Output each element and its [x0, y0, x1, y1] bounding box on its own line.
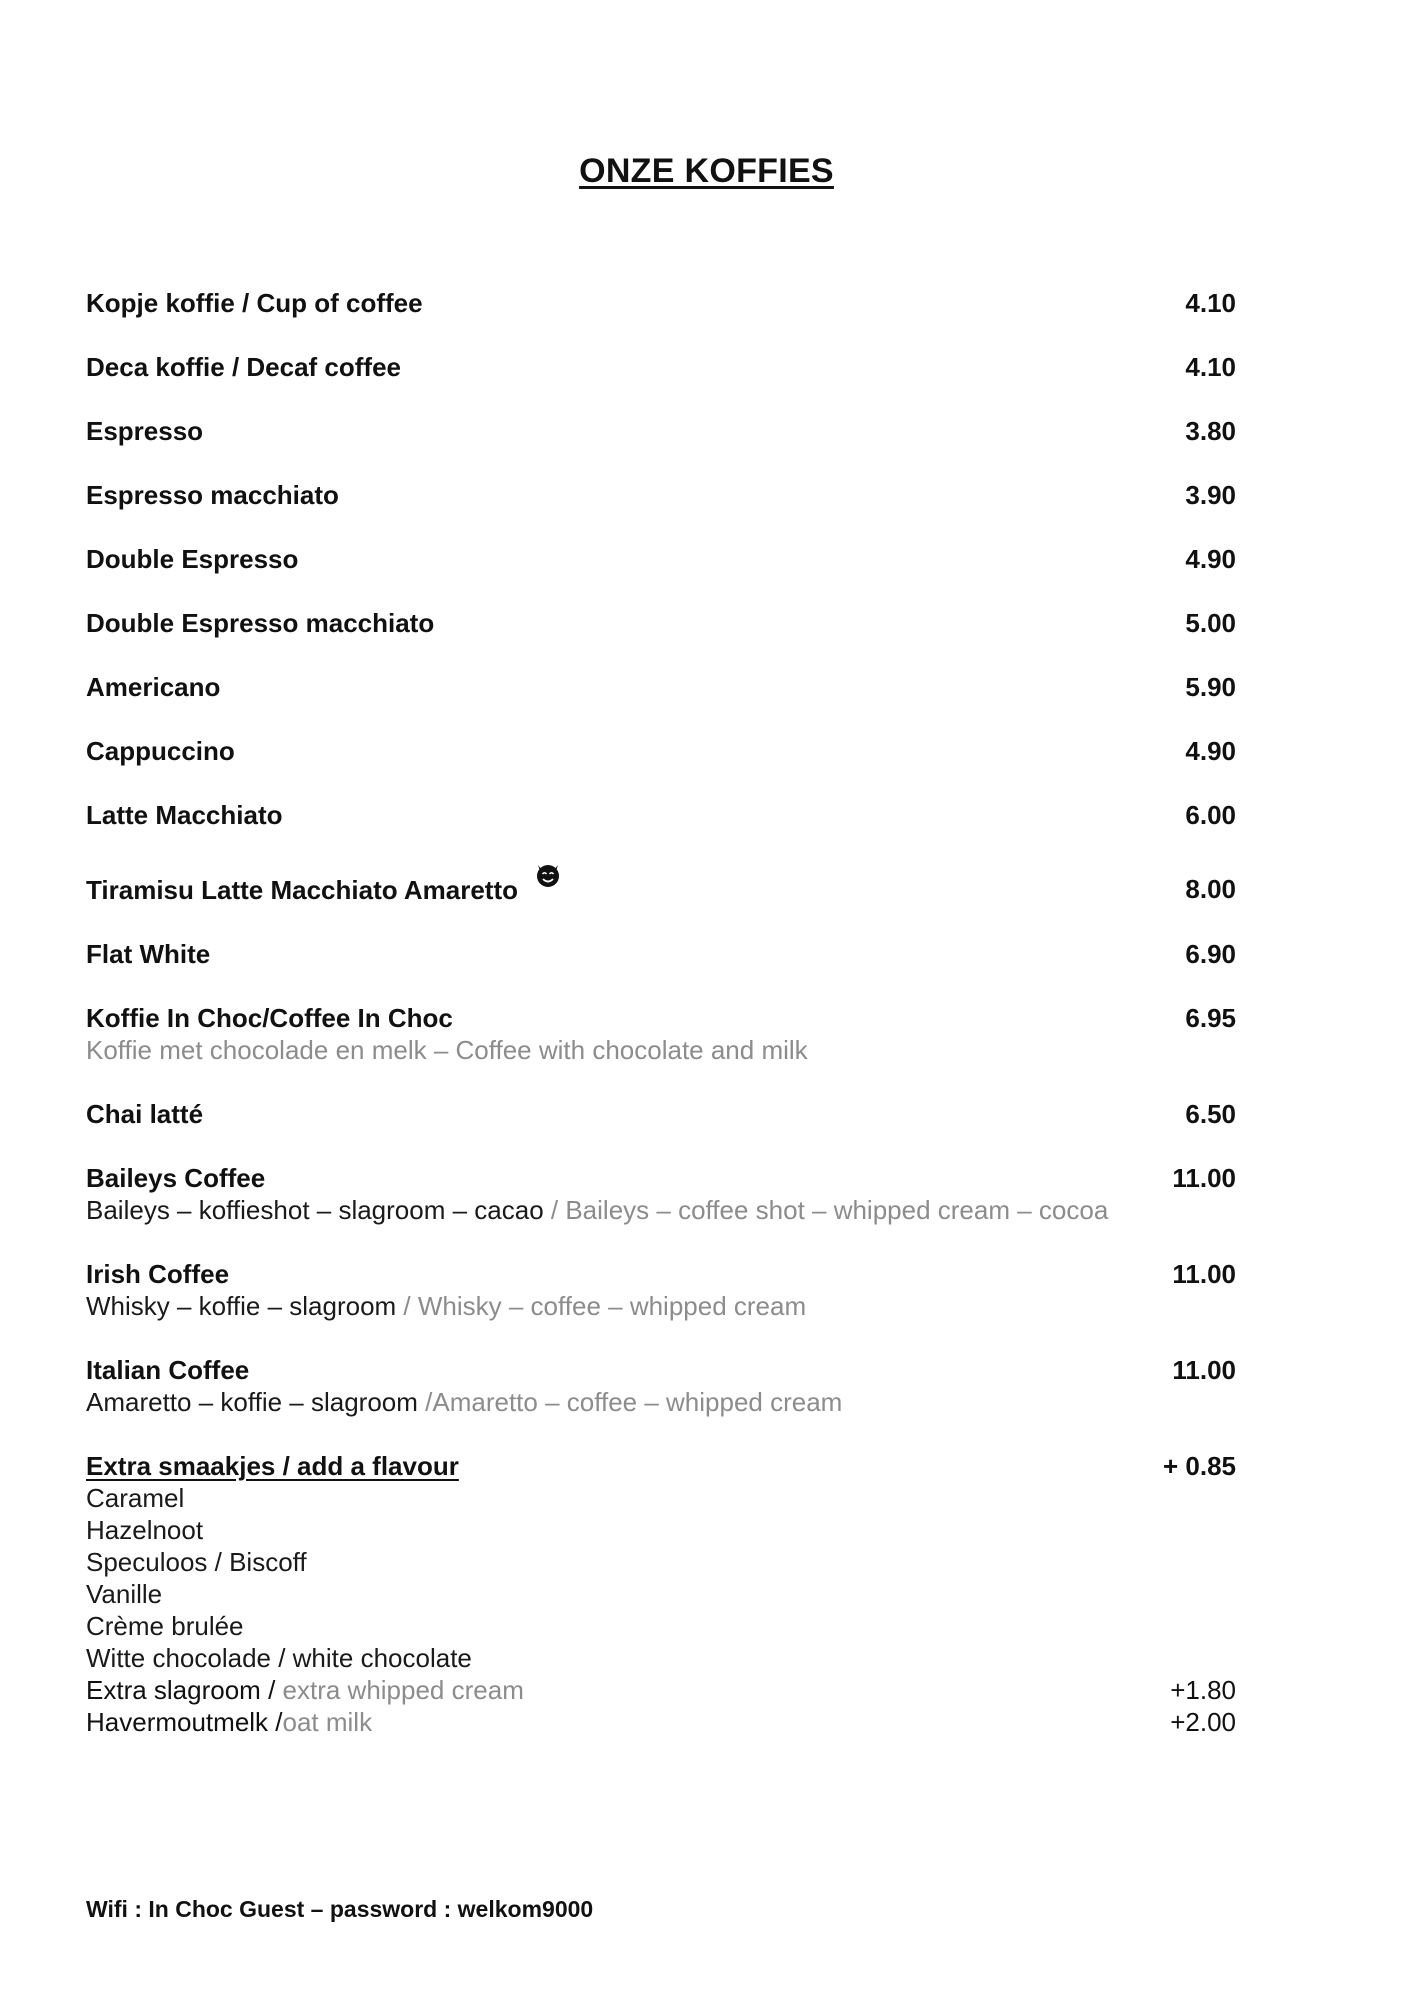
menu-item — [86, 938, 1236, 970]
flavour-item: Vanille — [86, 1579, 163, 1609]
item-price: 3.90 — [1185, 480, 1236, 510]
description-dutch: Baileys – koffieshot – slagroom – cacao — [86, 1195, 544, 1225]
description-english: / Baileys – coffee shot – whipped cream – cocoa — [543, 1195, 1109, 1225]
item-name: Double Espresso — [86, 544, 299, 574]
menu-item — [86, 1002, 1236, 1066]
item-price: 4.10 — [1185, 352, 1236, 382]
menu-item — [86, 1162, 1236, 1226]
flavour-item: Speculoos / Biscoff — [86, 1547, 307, 1577]
item-name: Deca koffie / Decaf coffee — [86, 352, 402, 382]
item-price: 8.00 — [1185, 874, 1236, 904]
flavour-item: Crème brulée — [86, 1611, 244, 1641]
menu-item — [86, 607, 1236, 639]
item-name-wrap — [86, 873, 562, 906]
description-english: /Amaretto – coffee – whipped cream — [425, 1387, 843, 1417]
item-description — [86, 1386, 1236, 1418]
item-name: Double Espresso macchiato — [86, 608, 435, 638]
menu-item — [86, 799, 1236, 831]
item-name: Flat White — [86, 939, 211, 969]
item-price: 5.90 — [1185, 672, 1236, 702]
flavours-section — [86, 1450, 1236, 1738]
item-name: Koffie In Choc/Coffee In Choc — [86, 1003, 453, 1033]
item-price: 6.95 — [1185, 1003, 1236, 1033]
item-name: Espresso — [86, 416, 204, 446]
description-dutch: Whisky – koffie – slagroom — [86, 1291, 397, 1321]
item-name: Chai latté — [86, 1099, 204, 1129]
smiling-devil-icon — [534, 861, 562, 889]
item-name: Espresso macchiato — [86, 480, 339, 510]
coffee-menu — [86, 287, 1236, 1738]
item-price: 11.00 — [1172, 1259, 1236, 1289]
item-description — [86, 1194, 1236, 1226]
item-description — [86, 1290, 1236, 1322]
menu-item — [86, 287, 1236, 319]
item-price: 6.00 — [1185, 800, 1236, 830]
extra-item — [86, 1706, 1236, 1738]
menu-item — [86, 671, 1236, 703]
description-english: / Whisky – coffee – whipped cream — [396, 1291, 807, 1321]
menu-item — [86, 543, 1236, 575]
flavours-price: + 0.85 — [1162, 1451, 1236, 1481]
menu-item — [86, 735, 1236, 767]
item-name: Americano — [86, 672, 221, 702]
item-price: 3.80 — [1185, 416, 1236, 446]
extra-price: +2.00 — [1170, 1707, 1236, 1737]
item-name: Cappuccino — [86, 736, 235, 766]
wifi-info: Wifi : In Choc Guest – password : welkom9000 — [86, 1896, 594, 1922]
menu-item — [86, 415, 1236, 447]
extra-item — [86, 1674, 1236, 1706]
item-name: Italian Coffee — [86, 1355, 250, 1385]
extra-name-dutch: Extra slagroom / — [86, 1675, 283, 1705]
item-name: Latte Macchiato — [86, 800, 283, 830]
flavour-item: Witte chocolade / white chocolate — [86, 1643, 472, 1673]
extra-name-english: oat milk — [282, 1707, 373, 1737]
extra-name-english: extra whipped cream — [282, 1675, 524, 1705]
extra-price: +1.80 — [1170, 1675, 1236, 1705]
item-name: Baileys Coffee — [86, 1163, 266, 1193]
menu-item — [86, 1258, 1236, 1322]
item-name: Irish Coffee — [86, 1259, 230, 1289]
item-price: 5.00 — [1185, 608, 1236, 638]
flavour-item: Hazelnoot — [86, 1515, 204, 1545]
menu-item — [86, 1098, 1236, 1130]
page-title: ONZE KOFFIES — [579, 152, 834, 190]
item-price: 11.00 — [1172, 1163, 1236, 1193]
description-dutch: Amaretto – koffie – slagroom — [86, 1387, 426, 1417]
extra-name-dutch: Havermoutmelk / — [86, 1707, 283, 1737]
flavour-item: Caramel — [86, 1483, 185, 1513]
flavours-title: Extra smaakjes / add a flavour — [86, 1451, 459, 1481]
item-price: 4.10 — [1185, 288, 1236, 318]
menu-item — [86, 351, 1236, 383]
menu-item — [86, 479, 1236, 511]
item-price: 6.90 — [1185, 939, 1236, 969]
item-name: Tiramisu Latte Macchiato Amaretto — [86, 875, 518, 905]
menu-item — [86, 1354, 1236, 1418]
item-name: Kopje koffie / Cup of coffee — [86, 288, 423, 318]
item-price: 11.00 — [1172, 1355, 1236, 1385]
menu-item — [86, 873, 1236, 906]
item-price: 6.50 — [1185, 1099, 1236, 1129]
item-description: Koffie met chocolade en melk – Coffee with chocolate and milk — [86, 1035, 808, 1065]
item-price: 4.90 — [1185, 544, 1236, 574]
item-price: 4.90 — [1185, 736, 1236, 766]
